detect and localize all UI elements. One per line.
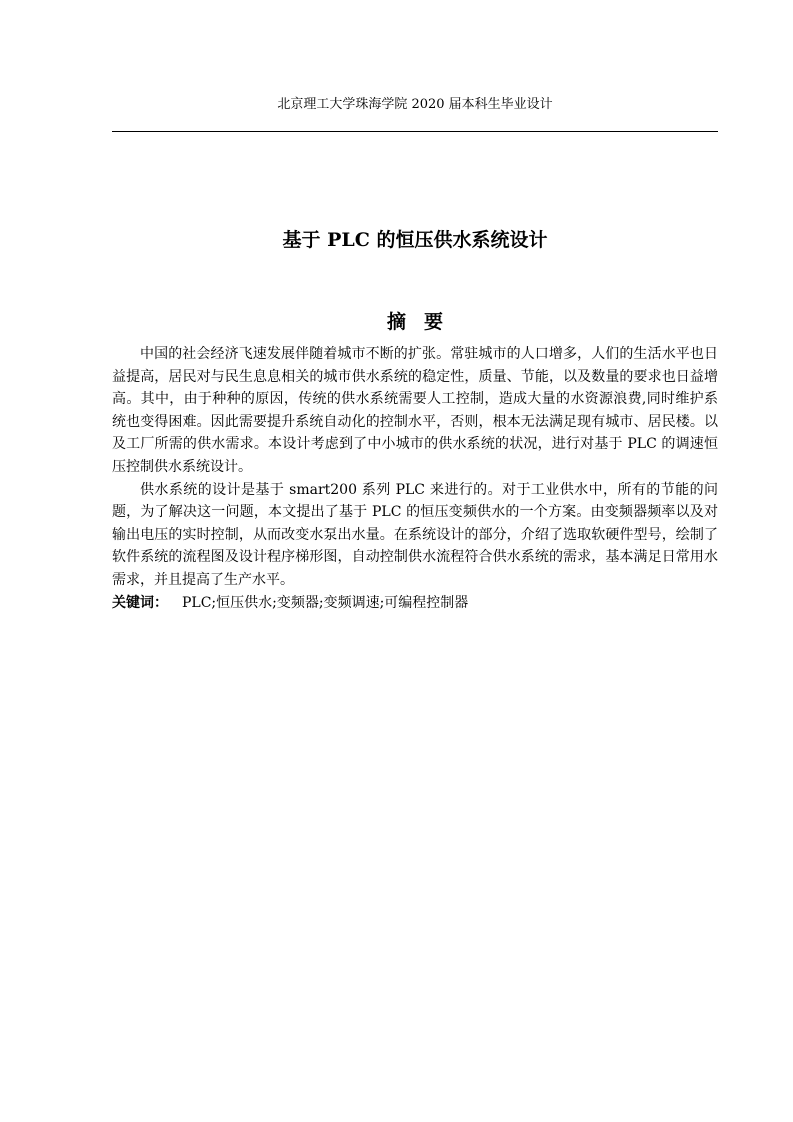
keywords-value: PLC;恒压供水;变频器;变频调速;可编程控制器 bbox=[182, 594, 469, 611]
keywords-label: 关键词： bbox=[112, 594, 168, 611]
abstract-body bbox=[112, 343, 718, 614]
page-header: 北京理工大学珠海学院 2020 届本科生毕业设计 bbox=[277, 97, 553, 112]
document-title: 基于 PLC 的恒压供水系统设计 bbox=[282, 229, 548, 251]
abstract-paragraph-2: 供水系统的设计是基于 smart200 系列 PLC 来进行的。对于工业供水中，所有的节能的问题，为了解决这一问题，本文提出了基于 PLC 的恒压变频供水的一个方案。由变频器频率以及对输出电压的实时控制，从而改变水泵出水量。在系统设计的部分，介绍了选取软硬件型号，绘制了软件系统的流程图及设计程序梯形图，自动控制供水流程符合供水系统的需求，基本满足日常用水需求，并且提高了生产水平。 bbox=[112, 481, 718, 588]
abstract-heading: 摘要 bbox=[386, 311, 461, 333]
header-divider bbox=[112, 131, 718, 132]
keywords-line bbox=[112, 592, 718, 615]
abstract-paragraph-1: 中国的社会经济飞速发展伴随着城市不断的扩张。常驻城市的人口增多，人们的生活水平也日益提高，居民对与民生息息相关的城市供水系统的稳定性，质量、节能，以及数量的要求也日益增高。其中，由于种种的原因，传统的供水系统需要人工控制，造成大量的水资源浪费,同时维护系统也变得困难。因此需要提升系统自动化的控制水平，否则，根本无法满足现有城市、居民楼。以及工厂所需的供水需求。本设计考虑到了中小城市的供水系统的状况，进行对基于 PLC 的调速恒压控制供水系统设计。 bbox=[112, 346, 718, 475]
